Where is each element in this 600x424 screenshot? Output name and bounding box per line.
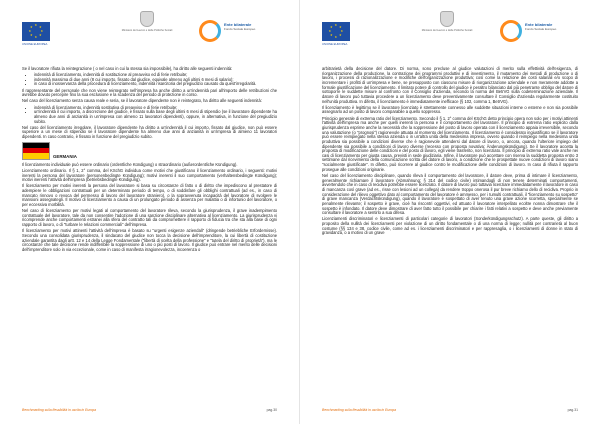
paragraph: Licenziamento ordinario. Il § 1, 2° comma, del KSchG individua come motivi che giustificano il licenziamento ordinario, i seguenti: motivi inerenti la persona del lavoratore (personenbedingte Kündigung); motivi inerenti il suo comportamento (verhaltensbedingte Kündigung); motivi inerenti l'attività dell'impresa (betriebsbedingte Kündigung). <box>22 167 277 183</box>
page-header <box>322 8 578 50</box>
eu-flag-icon: ★ ★ ★ ★ ★ ★ ★ ★ <box>22 22 50 41</box>
page-number: pag.30 <box>266 408 277 412</box>
country-name: GERMANIA <box>53 154 77 160</box>
list-item: • in caso di inosservanza della procedura di licenziamento, indennità risarcitoria del pregiudizio causato da quest'irregolarità. <box>34 82 277 87</box>
organization-logo <box>500 16 568 44</box>
paragraph: Il licenziamento per motivi inerenti la persona del lavoratore si basa su circostanze di fatto o di diritto che impediscono al prestatore di adempiere le obbligazioni contrattuali per un determinato periodo di tempo, o di soddisfare gli obblighi contrattuali (ad es., in caso di mancato rinnovo o revoca del permesso di lavoro del lavoratore straniero), o la sopravvenuta incapacità del lavoratore di svolgere le mansioni assegnategli. Il motivo di licenziamento a causa di un prolungato periodo di assenza per malattia o di infortunio del lavoratore, o per eccessiva morbilità. <box>22 183 277 207</box>
eu-label: UNIONE EUROPEA <box>22 42 48 46</box>
paragraph: Principio generale di extrema ratio del licenziamento. Secondo il § 1, 2° comma del KSchG detto principio opera non solo per i motivi attinenti l'attività dell'impresa ma anche per quelli inerenti la persona e il comportamento del lavoratore. Il principio di extrema ratio esplicito dalla giurisprudenza esprime anche la necessità che la soppressione del posto di lavoro operata con il licenziamento appaia irreversibile, secondo una valutazione (o "prognosi") ragionevole attuata al momento del licenziamento. Il licenziamento è considerato ingiustificato se il lavoratore può essere reimpiegato nella stessa azienda o in un'altra unità della medesima impresa, ovvero quando il reimpiego nella medesima unità produttiva sia possibile a condizioni diverse che è ragionevole attendersi dal datore di lavoro, o, ancora, quando l'ulteriore impiego del dipendente sia possibile a condizioni di lavoro diverse (recesso con proposta novativa: Änderungskündigung). Se il lavoratore accetta la proposta di modificazione delle condizioni e del posto di lavoro, egli viene trasferito, non licenziato. Il principio di extrema ratio vale anche nei casi di licenziamento per giusta causa, previsti in sede giudiziaria. Infine, il lavoratore può accettare con riserva la suddetta proposta entro 3 settimane dal ricevimento della comunicazione scritta del datore di lavoro, a condizione che le prospettate nuove condizioni di lavoro siano "socialmente giustificate". In difetto, può ricorrere al giudice contro le modificazione delle condizioni di lavoro. In caso di rifiuta il rapporto prosegue alle condizioni originarie. <box>322 115 578 172</box>
right-page <box>300 0 600 424</box>
logo-line1: Ente bilaterale <box>224 22 252 27</box>
logo-arc-icon <box>199 20 221 42</box>
paragraph: Il licenziamento è legittimo se il lavoratore licenziato è strettamente connesso alle suddette situazioni interne o esterne e non sia possibile assegnarlo ad un posto di lavoro comparabile a quello soppresso. <box>322 104 578 115</box>
bullet-list <box>22 106 277 125</box>
paragraph: Se il lavoratore rifiuta la reintegrazione ( o nel caso in cui la stessa sia impossibile), ha diritto alle seguenti indennità: <box>22 66 233 71</box>
emblem-icon <box>440 11 454 27</box>
paragraph: Il licenziamento per motivi attinenti l'attività dell'impresa è basato su "urgenti esigenze aziendali" (dringende betriebliche Erfordernisse). Secondo una consolidata giurisprudenza, il sindacato del giudice non tocca la decisione dell'imprenditore, la cui libertà di costituzione aziendale garantita dagli artt. 12 e 14 della Legge Fondamentale ("libertà di scelta della professione" e "tutela del diritto di proprietà"), ma le circostanze che tale decisione rende indifferibile la soppressione di uno o più posti di lavoro. Il giudice può entrare nel merito delle decisioni dell'imprenditore solo in via eccezionale, come in caso di manifesta irragionevolezza, incoerenza o <box>22 228 277 252</box>
list-item: • indennità di licenziamento, indennità sostitutiva di preavviso e di ferie retribuite; <box>34 106 277 111</box>
footer-title: Benchmarking sulla flessibilità in uscita in Europa <box>22 408 97 412</box>
logo-line2: Fondo Sociale Europeo <box>525 27 557 31</box>
bullet-list <box>22 73 277 87</box>
paragraph: Il licenziamento individuale può essere ordinario (ordentliche Kündigung) o straordinario (außerordentliche Kündigung). <box>22 161 238 167</box>
page-number: pag.31 <box>567 408 578 412</box>
page-footer <box>322 408 578 416</box>
paragraph: Nel caso del licenziamento senza causa reale e seria, se il lavoratore dipendente non è reintegrato, ha diritto alle seguenti indennità: <box>22 98 262 104</box>
eu-flag-icon: ★ ★ ★ ★ ★ ★ ★ ★ <box>322 22 350 41</box>
paragraph: Nel caso del licenziamento disciplinare, quando rileva il comportamento del lavoratore, il datore deve, prima di intimare il licenziamento, generalmente richiamare il lavoratore (Abmahnung; § 314 del codice civile) intimandogli di non tenere determinati comportamenti, avvertendolo che in caso di recidiva potrebbe essere licenziato. Il datore di lavoro può tuttavia licenziare immediatamente il lavoratore in caso di mancanza così grave (ad es., risse con lesioni ad un collega) da rendere troppo onerosa il pur breve richiamo dello di recidiva. Proprio in considerazione del rilievo oggettivo dato al comportamento del lavoratore è ammesso, per i tumulti contrattuali, il "licenziamento su sospetto" di grave mancanza (Verdachtskündigung), quando il lavoratore è sospettato di aver tenuto una grave azione scorretta, specialmente se penalmente rilevante; il sospetto è grave, cioè ha riscontri oggettivi, ed attuato il lavoratore interpellato ecoltre nonna dimostrare che il sospetto è infondato. Il datore deve dimostrare di aver fatto tutto il possibile per chiarire i fatti relativi a sospetto e deve anche previamente consultare il lavoratore a sentirlo a sua difesa. <box>322 172 578 216</box>
emblem-icon <box>140 11 154 27</box>
eu-label: UNIONE EUROPEA <box>322 42 348 46</box>
germany-flag-icon <box>22 142 50 160</box>
list-item: • indennità massima di due anni (8 cui importo, fissato dal giudice, equivale almeno agli ultimi 6 mesi di salario); <box>34 78 277 83</box>
page-header <box>22 8 277 50</box>
organization-logo <box>199 16 267 44</box>
emblem-label: Ministero del Lavoro e delle Politiche Sociali <box>421 29 473 32</box>
paragraph: Il rappresentante del personale che non viene reintegrato nell'impresa ha anche diritto a un'indennità pari all'importo delle retribuzioni che avrebbe dovuto percepire fino la sua esclusione e la scadenza del periodo di protezione in corso. <box>22 87 277 98</box>
right-body-text <box>322 67 578 237</box>
left-body-text <box>22 67 277 254</box>
logo-line2: Fondo Sociale Europeo <box>224 27 256 31</box>
page-footer <box>22 408 277 416</box>
logo-text <box>224 22 255 32</box>
paragraph: Nel caso di licenziamento per motivi legati al comportamento del lavoratore rileva, secondo la giurisprudenza, il grave inadempimento contrattuale del lavoratore, tale da non consentire l'adozione di una sanzione disciplinare alternativa al licenziamento. La giurisprudenza vi ricomprende anche comportamenti estranei alla sfera del contratto tali da compromettere il rapporto di fiducia tra che sta alla base di ogni rapporto di lavoro, o di "turbare le relazioni commerciali" dell'impresa. <box>22 208 277 228</box>
country-heading <box>22 142 277 160</box>
list-item: • indennità di licenziamento, indennità di sostituzione al preavviso ed di ferie retribuite; <box>34 73 277 78</box>
paragraph: arbitrarietà della decisione del datore. Di norma, sono precluse al giudice valutazioni di merito sulla effettività dell'esigenza, di riorganizzazione della produzione, la contrazione dei programmi produttivi e di investimento, il mutamento dei metodi di produzione o di lavoro, i processi di razionalizzazione e modifiche dell'organizzazione produttiva; così come la relazione dei costi salariali e/o scopo di incrementare i profitti di un'impresa e bene, se presupposto con ciascuno misure di riorganizzazione aziendale e non meramente addotte a formale giustificazione del licenziamento. Il limitato potere di controllo del giudice è peraltro bilanciato dal più penetrante obbligo del datore di sottoporre le suddette misure al confronto con il Consiglio d'azienda, secondo la norma del BetrVG sulla codeterminazione aziendale. Il datore di lavoro può tuttavia procedere a un licenziamento deve preventivamente consultare il Consiglio d'azienda regolarmente costituito nell'unità produttiva. In difetto, il licenziamento è immediatamente inefficace (§ 102, comma 1, BetrVG). <box>322 66 578 104</box>
logo-line1: Ente bilaterale <box>525 22 553 27</box>
footer-title: Benchmarking sulla flessibilità in uscita in Europa <box>322 408 397 412</box>
list-item: • un'indennità il cui importo, a discrezione del giudice, è fissato sulla base degli ultimi 6 mesi di stipendio (se il lavoratore dipendente ha almeno due anni di anzianità in un'impresa con almeno 11 lavoratori dipendenti), oppure, in alternativa, in funzione del pregiudizio subito. <box>34 110 277 124</box>
logo-arc-icon <box>500 20 522 42</box>
paragraph: Licenziamenti discriminatori e licenziamenti di particolari categorie di lavoratori (Sonderkündigungsschutz). A parte queste, gli diritto a proposito della nullità dei licenziamenti per violazione di un diritto fondamentale o di una norma di legge; nullità per contrarietà al buon costume (§§ 134 e 38, codice civile, come ad es. i licenziamenti discriminatori e per rappresaglia, o i licenziamenti di donne in stato di gravidanza, o a motivo di un grave <box>322 216 578 236</box>
paragraph: Nel caso del licenziamento irregolare, il lavoratore dipendente ha diritto a un'indennità il cui importo, fissato dal giudice, non può essere superiore a un mese di stipendio se il lavoratore dipendente ha almeno due anni di anzianità in un'impresa di almeno 11 lavoratori dipendenti. In caso contrario, è fissato in funzione del pregiudizio subito. <box>22 124 277 140</box>
emblem-label: Ministero del Lavoro e delle Politiche Sociali <box>121 29 173 32</box>
logo-text <box>525 22 556 32</box>
